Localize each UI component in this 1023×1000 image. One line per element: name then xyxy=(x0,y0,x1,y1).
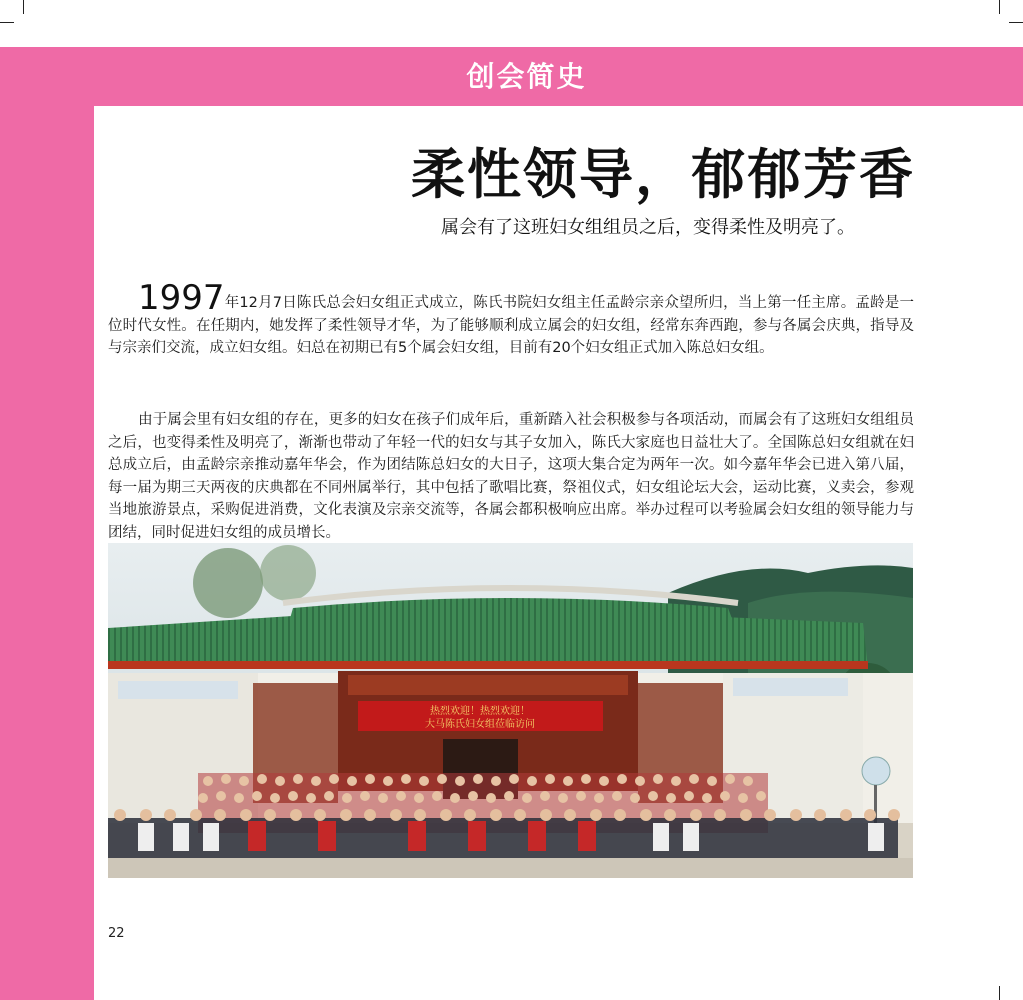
paragraph-2 xyxy=(108,409,914,545)
crop-mark xyxy=(999,986,1000,1000)
side-color-bar xyxy=(0,47,94,1000)
crop-mark xyxy=(23,0,24,14)
lead-year: 1997 xyxy=(138,278,225,318)
crop-mark xyxy=(999,0,1000,14)
page-number: 22 xyxy=(108,926,125,941)
paragraph-2-text: 由于属会里有妇女组的存在，更多的妇女在孩子们成年后，重新踏入社会积极参与各项活动，而属会有了这班妇女组组员之后，也变得柔性及明亮了，渐渐也带动了年轻一代的妇女与其子女加入，陈氏大家庭也日益壮大了。全国陈总妇女组就在妇总成立后，由孟龄宗亲推动嘉年华会，作为团结陈总妇女的大日子，这项大集合定为两年一次。如今嘉年华会已进入第八届，每一届为期三天两夜的庆典都在不同州属举行，其中包括了歌唱比赛，祭祖仪式，妇女组论坛大会，运动比赛，义卖会，参观当地旅游景点，采购促进消费，文化表演及宗亲交流等，各属会都积极响应出席。举办过程可以考验属会妇女组的领导能力与团结，同时促进妇女组的成员增长。 xyxy=(108,412,914,541)
banner-line-1: 热烈欢迎！热烈欢迎！ xyxy=(430,706,530,717)
paragraph-1 xyxy=(108,278,914,360)
group-photo xyxy=(108,543,913,878)
page-subheadline: 属会有了这班妇女组组员之后，变得柔性及明亮了。 xyxy=(441,217,855,238)
page-headline: 柔性领导，郁郁芳香 xyxy=(411,143,915,206)
banner-line-2: 大马陈氏妇女组莅临访问 xyxy=(425,719,535,730)
crop-mark xyxy=(1009,22,1023,23)
section-title: 创会简史 xyxy=(466,60,587,93)
paragraph-1-text: 年12月7日陈氏总会妇女组正式成立，陈氏书院妇女组主任孟龄宗亲众望所归，当上第一任主席。孟龄是一位时代女性。在任期内，她发挥了柔性领导才华，为了能够顺利成立属会的妇女组，经常东奔西跑，参与各属会庆典，指导及与宗亲们交流，成立妇女组。妇总在初期已有5个属会妇女组，目前有20个妇女组正式加入陈总妇女组。 xyxy=(108,295,914,357)
crop-mark xyxy=(0,22,14,23)
